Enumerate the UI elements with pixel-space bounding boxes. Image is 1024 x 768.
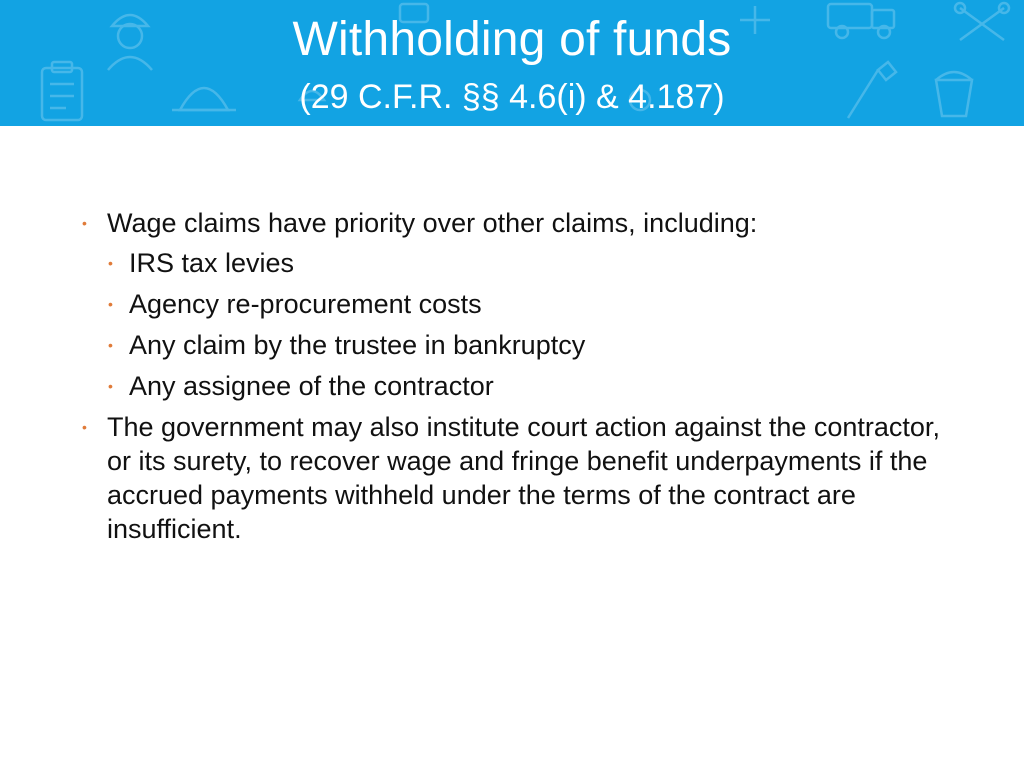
sub-bullet-list — [107, 246, 958, 403]
sub-bullet-item — [107, 328, 958, 362]
slide-title: Withholding of funds — [292, 13, 732, 66]
header-band — [0, 0, 1024, 126]
sub-bullet-text: Agency re-procurement costs — [129, 289, 482, 319]
sub-bullet-text: Any assignee of the contractor — [129, 371, 494, 401]
bullet-dot-icon: • — [108, 296, 113, 312]
bullet-dot-icon: • — [108, 255, 113, 271]
bullet-text: Wage claims have priority over other claims, including: — [107, 208, 758, 238]
sub-bullet-item — [107, 369, 958, 403]
bullet-dot-icon: • — [108, 378, 113, 394]
bullet-item — [78, 206, 958, 240]
title-block — [0, 0, 1024, 126]
bullet-dot-icon: • — [108, 337, 113, 353]
bullet-item — [78, 410, 958, 546]
sub-bullet-item — [107, 246, 958, 280]
sub-bullet-text: Any claim by the trustee in bankruptcy — [129, 330, 586, 360]
slide-subtitle: (29 C.F.R. §§ 4.6(i) & 4.187) — [299, 78, 725, 116]
bullet-text: The government may also institute court action against the contractor, or its surety, to recover wage and fringe benefit underpayments if the accrued payments withheld under the terms of the contract are insufficient. — [107, 412, 940, 544]
sub-bullet-text: IRS tax levies — [129, 248, 295, 278]
bullet-dot-icon: • — [82, 215, 87, 231]
bullet-dot-icon: • — [82, 419, 87, 435]
slide-content — [78, 206, 958, 546]
sub-bullet-item — [107, 287, 958, 321]
